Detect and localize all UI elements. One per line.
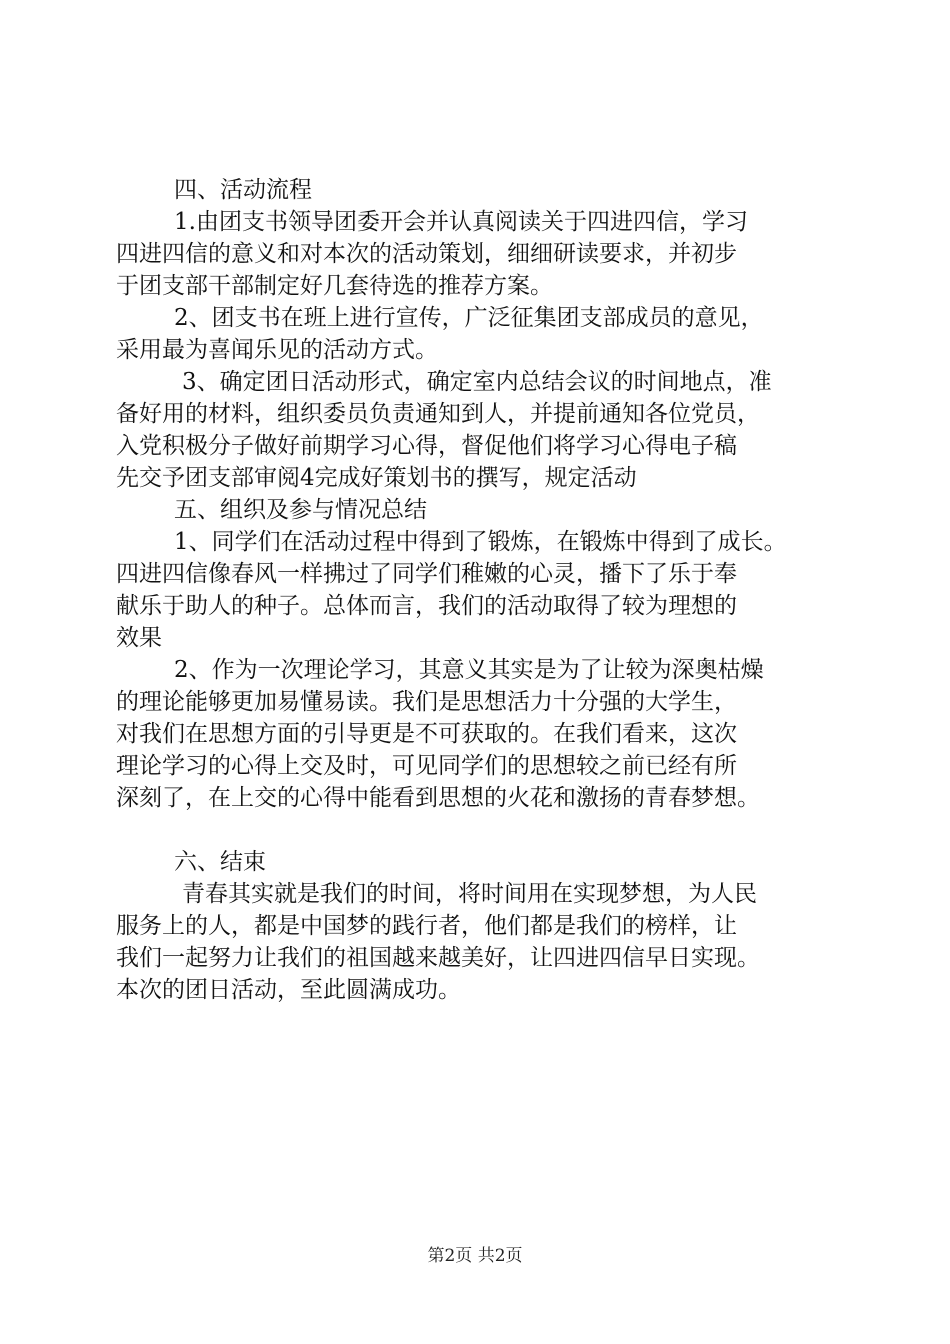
s6-p1-l4: 本次的团日活动，至此圆满成功。 [116, 977, 461, 1003]
s5-p2-l2: 的理论能够更加易懂易读。我们是思想活力十分强的大学生， [116, 689, 737, 715]
s5-p2-l3: 对我们在思想方面的引导更是不可获取的。在我们看来，这次 [116, 721, 737, 747]
section-4-heading: 四、活动流程 [174, 177, 312, 203]
s4-p2-l2: 采用最为喜闻乐见的活动方式。 [116, 337, 438, 363]
s4-p3-l3: 入党积极分子做好前期学习心得，督促他们将学习心得电子稿 [116, 433, 737, 459]
s4-p3-l2: 备好用的材料，组织委员负责通知到人，并提前通知各位党员， [116, 401, 760, 427]
s5-p1-l4: 效果 [116, 625, 162, 651]
s4-p2-l1: 2、团支书在班上进行宣传，广泛征集团支部成员的意见， [174, 305, 764, 331]
s4-p1-l1: 1.由团支书领导团委开会并认真阅读关于四进四信，学习 [174, 209, 748, 235]
s5-p1-l1: 1、同学们在活动过程中得到了锻炼，在锻炼中得到了成长。 [174, 529, 787, 555]
s4-p1-l2: 四进四信的意义和对本次的活动策划，细细研读要求，并初步 [116, 241, 737, 267]
s6-p1-l1: 青春其实就是我们的时间，将时间用在实现梦想，为人民 [182, 881, 757, 907]
s4-p3-l4: 先交予团支部审阅4完成好策划书的撰写，规定活动 [116, 465, 637, 491]
section-6-heading: 六、结束 [174, 849, 266, 875]
s6-p1-l3: 我们一起努力让我们的祖国越来越美好，让四进四信早日实现。 [116, 945, 760, 971]
s4-p3-l1: 3、确定团日活动形式，确定室内总结会议的时间地点，准 [182, 369, 772, 395]
page-number-footer: 第2页 共2页 [427, 1246, 523, 1266]
s5-p2-l4: 理论学习的心得上交及时，可见同学们的思想较之前已经有所 [116, 753, 737, 779]
s5-p1-l3: 献乐于助人的种子。总体而言，我们的活动取得了较为理想的 [116, 593, 737, 619]
s5-p1-l2: 四进四信像春风一样拂过了同学们稚嫩的心灵，播下了乐于奉 [116, 561, 737, 587]
section-5-heading: 五、组织及参与情况总结 [174, 497, 427, 523]
s5-p2-l1: 2、作为一次理论学习，其意义其实是为了让较为深奥枯燥 [174, 657, 764, 683]
s5-p2-l5: 深刻了，在上交的心得中能看到思想的火花和激扬的青春梦想。 [116, 785, 760, 811]
s6-p1-l2: 服务上的人，都是中国梦的践行者，他们都是我们的榜样，让 [116, 913, 737, 939]
s4-p1-l3: 于团支部干部制定好几套待选的推荐方案。 [116, 273, 553, 299]
